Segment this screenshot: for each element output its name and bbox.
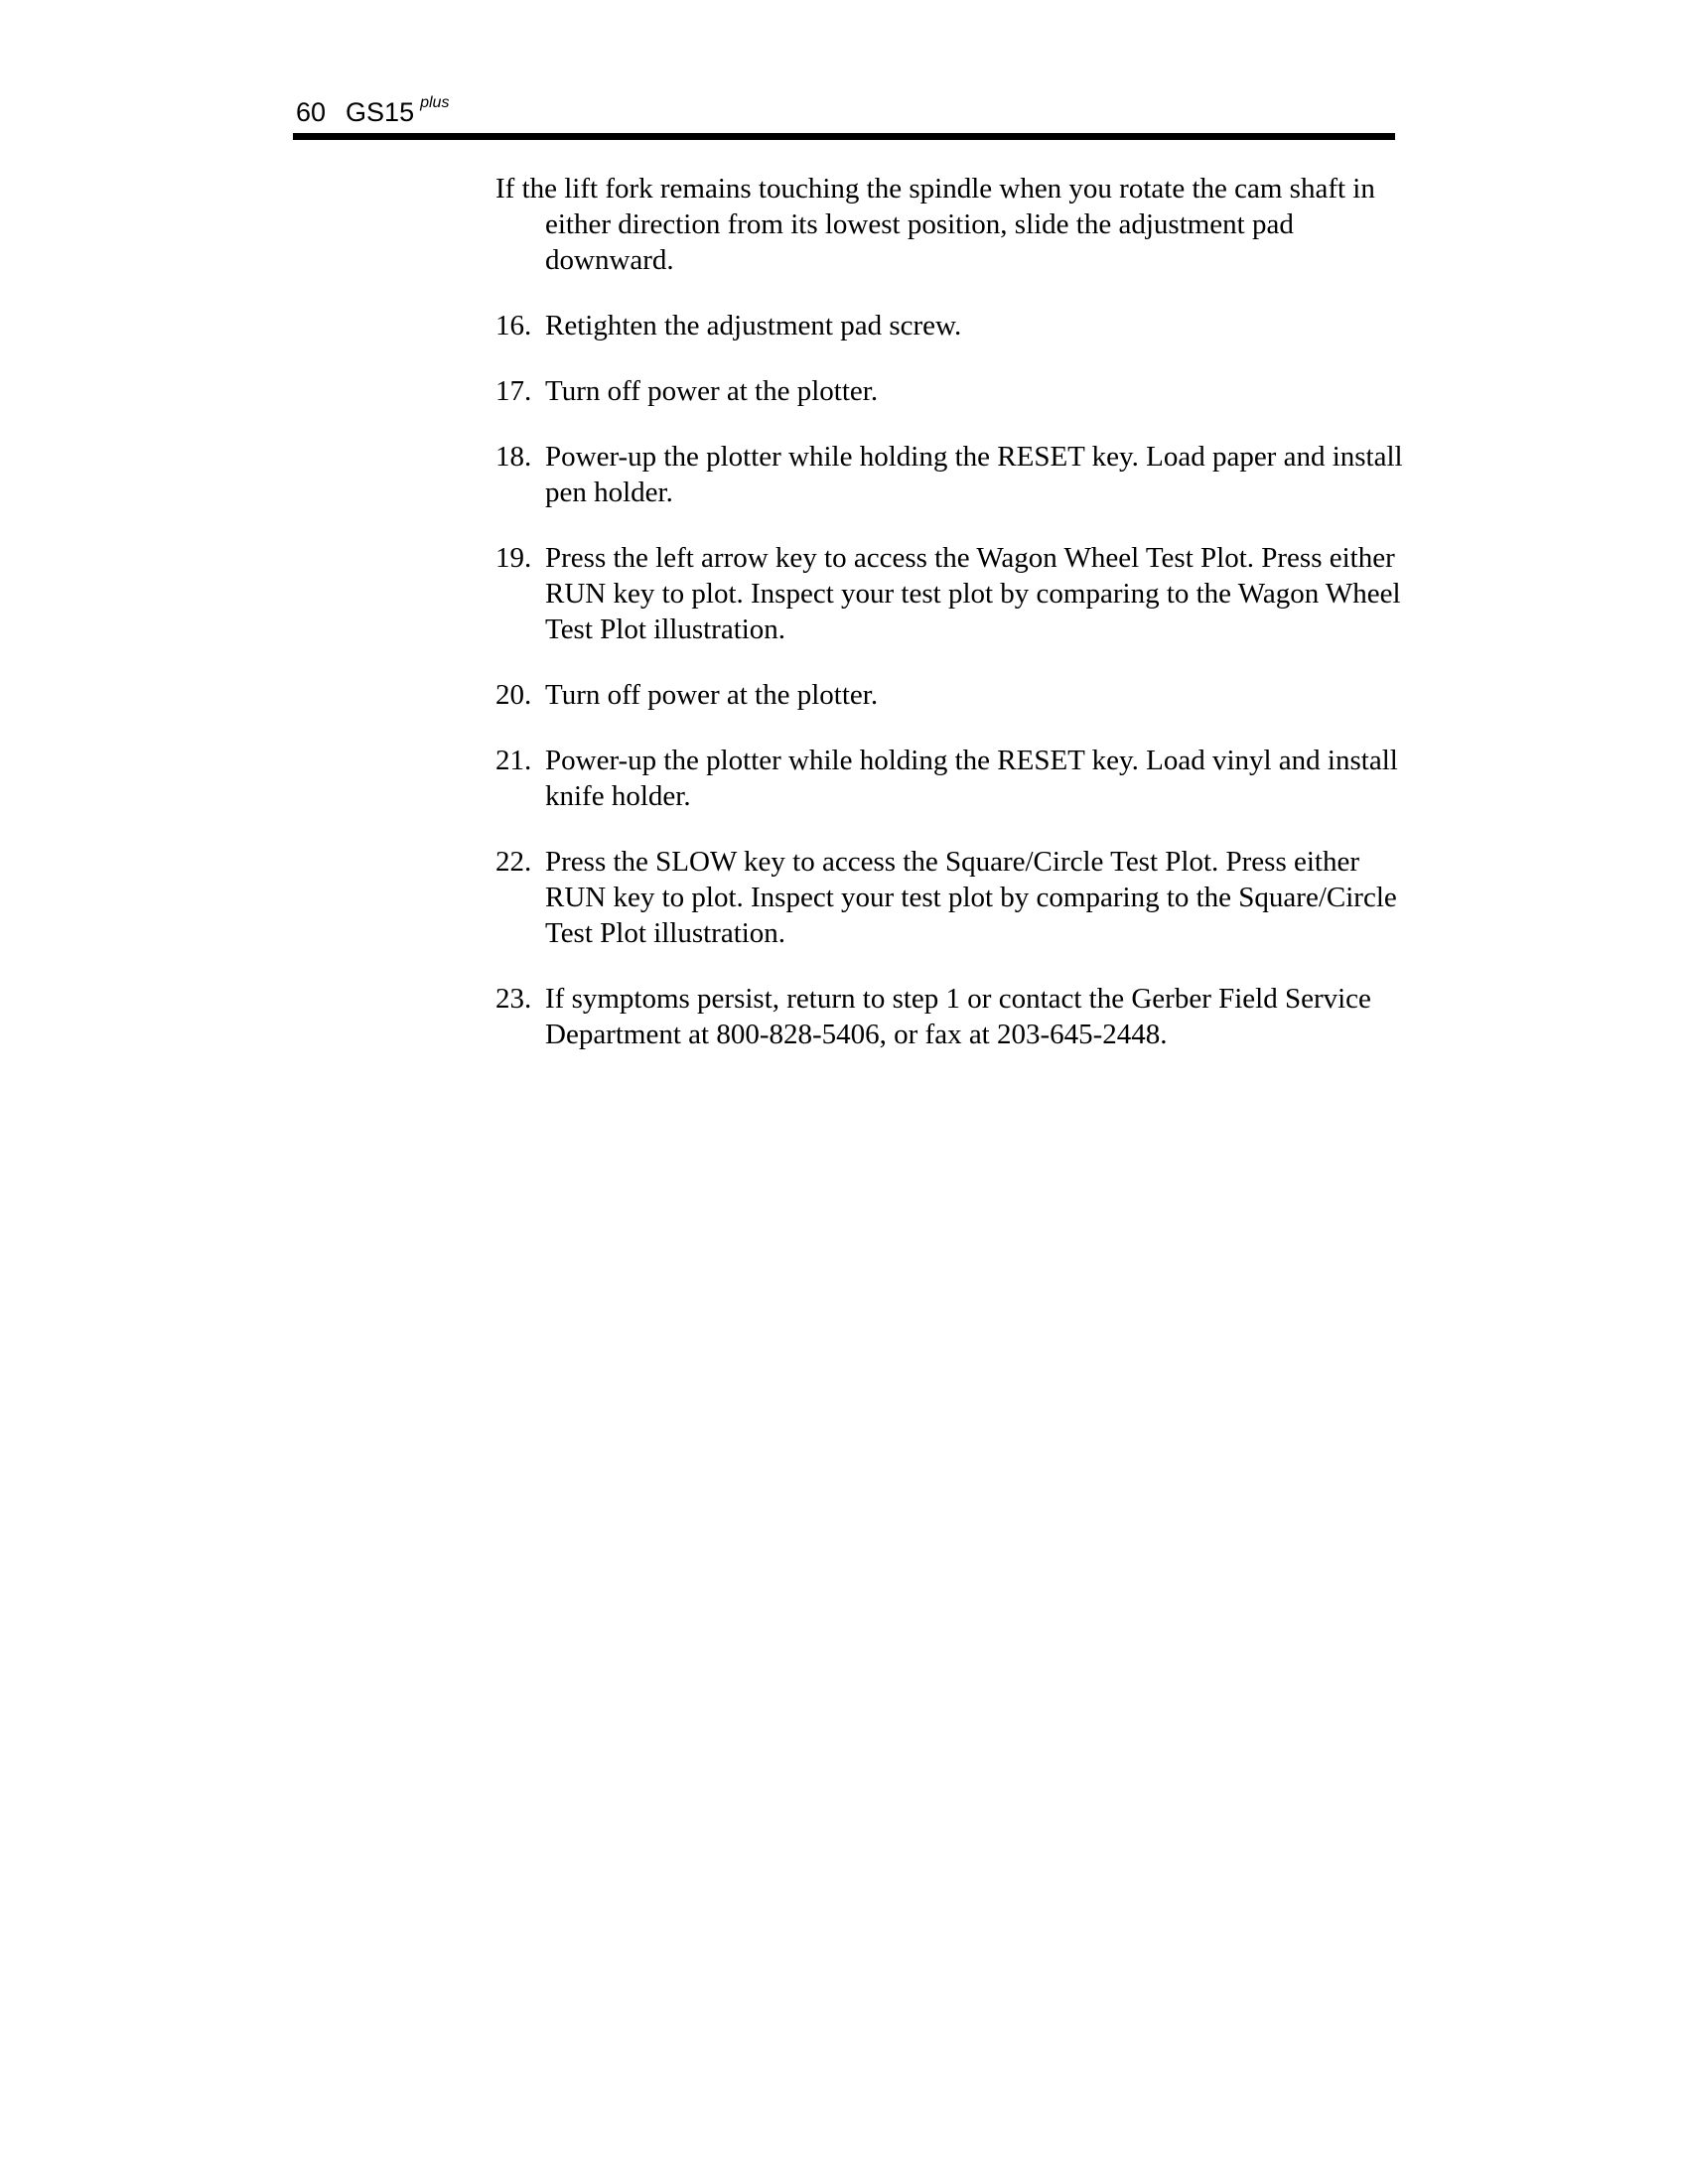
step-item [495,677,1409,713]
step-number: 20. [495,679,532,711]
step-item [495,743,1409,814]
step-text: Press the SLOW key to access the Square/Circle Test Plot. Press either RUN key to plot. Inspect your test plot by comparing to the Square/Circle Test Plot illustration. [545,846,1397,949]
step-number: 19. [495,542,532,574]
step-text: Turn off power at the plotter. [545,375,879,407]
step-number: 23. [495,983,532,1015]
step-item [495,540,1409,647]
step-number: 21. [495,745,532,776]
page-header [296,94,450,132]
intro-paragraph: If the lift fork remains touching the spindle when you rotate the cam shaft in either direction from its lowest position, slide the adjustment pad downward. [495,173,1375,276]
page-number: 60 [296,97,327,127]
step-item [495,308,1409,343]
manual-title: GS15 [346,97,415,127]
step-text: Power-up the plotter while holding the RESET key. Load paper and install pen holder. [545,441,1403,508]
step-text: Press the left arrow key to access the Wagon Wheel Test Plot. Press either RUN key to plot. Inspect your test plot by comparing to the Wagon Wheel Test Plot illustration. [545,542,1401,645]
step-text: Retighten the adjustment pad screw. [545,310,962,341]
step-number: 18. [495,441,532,473]
manual-title-suffix: plus [420,94,450,111]
step-item [495,439,1409,510]
step-text: Turn off power at the plotter. [545,679,879,711]
step-text: Power-up the plotter while holding the RESET key. Load vinyl and install knife holder. [545,745,1398,812]
step-number: 16. [495,310,532,341]
step-number: 17. [495,375,532,407]
step-number: 22. [495,846,532,878]
procedure-body [495,171,1409,1082]
step-item [495,981,1409,1052]
step-text: If symptoms persist, return to step 1 or contact the Gerber Field Service Department at 800-828-5406, or fax at 203-645-2448. [545,983,1371,1050]
step-item [495,373,1409,409]
step-item [495,844,1409,951]
header-rule [293,133,1395,140]
